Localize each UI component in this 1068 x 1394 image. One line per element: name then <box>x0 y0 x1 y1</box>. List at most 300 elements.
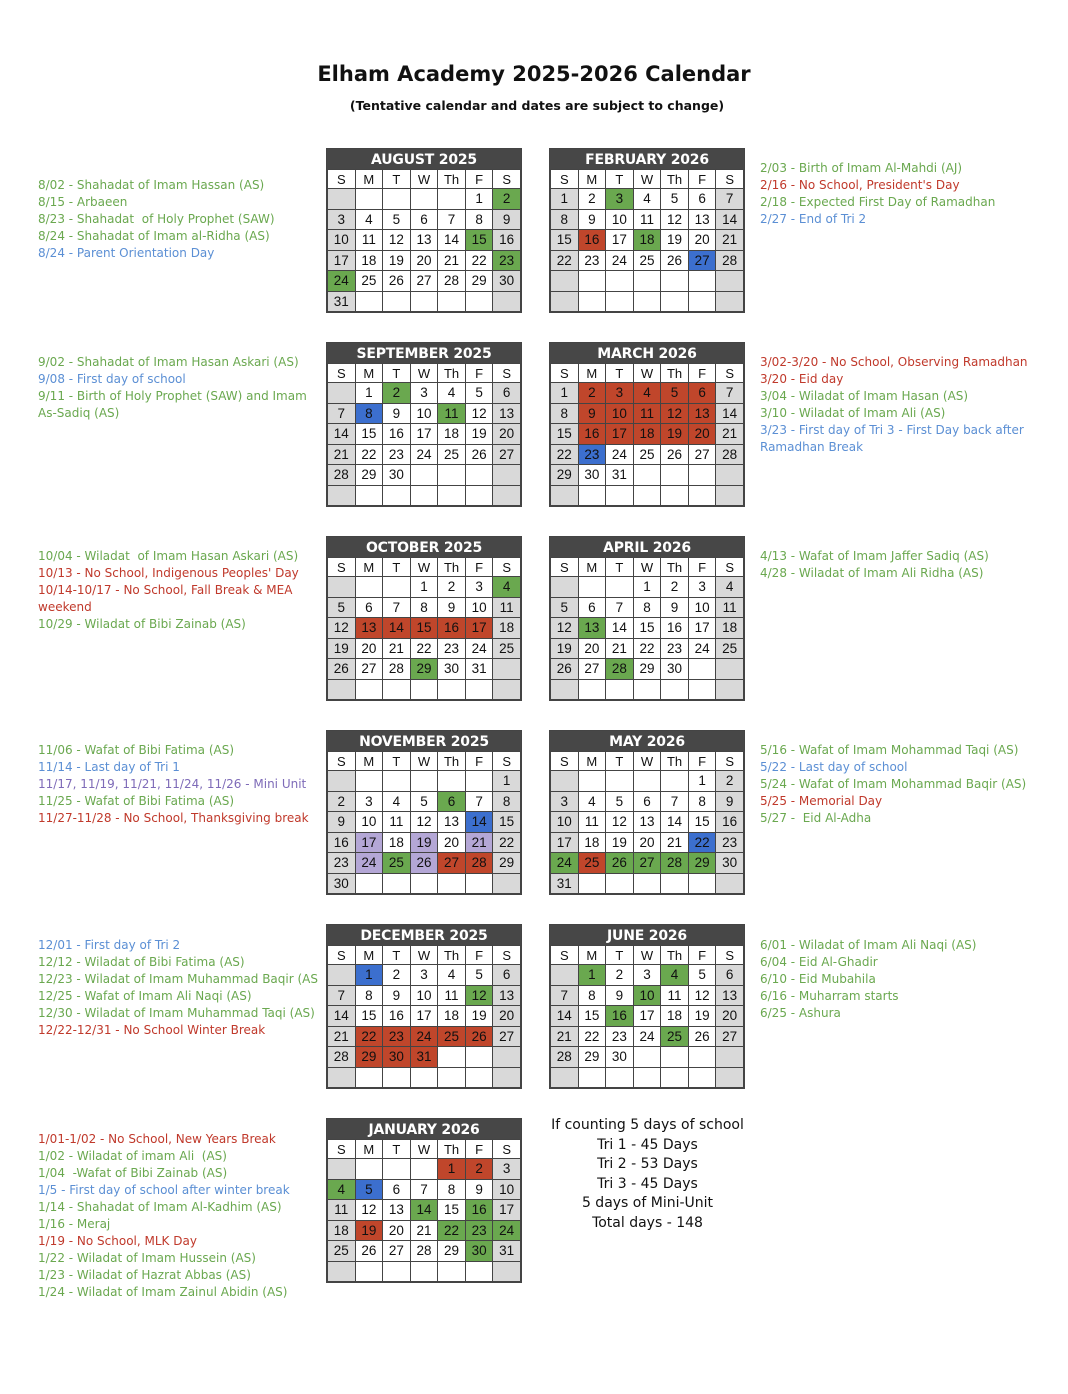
month-header: MAY 2026 <box>550 731 744 751</box>
day-cell: 24 <box>465 638 493 659</box>
day-cell <box>493 485 521 506</box>
day-cell: 17 <box>355 832 383 853</box>
day-cell: 8 <box>551 403 579 424</box>
weekday-header: T <box>383 558 411 577</box>
day-cell: 29 <box>355 465 383 486</box>
day-cell <box>661 291 689 312</box>
day-cell <box>578 873 606 894</box>
day-cell: 28 <box>410 1241 438 1262</box>
event-note: 11/25 - Wafat of Bibi Fatima (AS) <box>38 794 235 808</box>
day-cell <box>578 291 606 312</box>
notes-june <box>760 937 976 1022</box>
day-cell: 1 <box>465 189 493 210</box>
day-cell: 14 <box>716 403 744 424</box>
day-cell: 18 <box>328 1220 356 1241</box>
day-cell <box>551 577 579 598</box>
day-cell <box>661 485 689 506</box>
day-cell <box>383 1261 411 1282</box>
day-cell <box>328 1261 356 1282</box>
day-cell: 30 <box>606 1047 634 1068</box>
day-cell: 10 <box>355 812 383 833</box>
weekday-header: T <box>606 946 634 965</box>
day-cell <box>328 383 356 404</box>
day-cell: 28 <box>716 444 744 465</box>
day-cell: 10 <box>493 1179 521 1200</box>
day-cell: 27 <box>438 853 466 874</box>
day-cell <box>328 189 356 210</box>
month-header: OCTOBER 2025 <box>327 537 521 557</box>
day-cell <box>716 679 744 700</box>
day-cell <box>633 873 661 894</box>
weekday-header: M <box>355 946 383 965</box>
day-cell: 3 <box>465 577 493 598</box>
event-note: 1/5 - First day of school after winter break <box>38 1183 290 1197</box>
day-cell <box>661 271 689 292</box>
day-cell: 2 <box>716 771 744 792</box>
day-cell: 20 <box>688 230 716 251</box>
day-cell <box>493 679 521 700</box>
event-note: 9/11 - Birth of Holy Prophet (SAW) and Imam <box>38 389 307 403</box>
event-note: 12/25 - Wafat of Imam Ali Naqi (AS) <box>38 989 252 1003</box>
day-cell: 11 <box>716 597 744 618</box>
event-note: 12/01 - First day of Tri 2 <box>38 938 181 952</box>
day-cell: 18 <box>716 618 744 639</box>
day-cell <box>551 965 579 986</box>
day-cell: 10 <box>551 812 579 833</box>
day-cell: 17 <box>465 618 493 639</box>
day-cell: 9 <box>606 985 634 1006</box>
day-cell <box>355 1261 383 1282</box>
event-note: 4/28 - Wiladat of Imam Ali Ridha (AS) <box>760 566 984 580</box>
day-cell: 9 <box>578 209 606 230</box>
day-cell: 25 <box>438 444 466 465</box>
event-note: 1/22 - Wiladat of Imam Hussein (AS) <box>38 1251 256 1265</box>
day-cell <box>465 291 493 312</box>
day-cell: 30 <box>438 659 466 680</box>
day-cell: 25 <box>438 1026 466 1047</box>
day-cell: 20 <box>383 1220 411 1241</box>
day-cell: 28 <box>328 465 356 486</box>
day-cell <box>465 873 493 894</box>
weekday-header: Th <box>438 1140 466 1159</box>
day-cell: 11 <box>493 597 521 618</box>
day-cell <box>355 1159 383 1180</box>
day-cell <box>688 485 716 506</box>
day-cell: 31 <box>606 465 634 486</box>
event-note: Ramadhan Break <box>760 440 864 454</box>
day-cell <box>383 679 411 700</box>
day-cell <box>438 1261 466 1282</box>
day-cell: 23 <box>606 1026 634 1047</box>
event-note: 6/10 - Eid Mubahila <box>760 972 876 986</box>
event-note: 11/14 - Last day of Tri 1 <box>38 760 180 774</box>
weekday-header: T <box>383 170 411 189</box>
day-cell: 8 <box>551 209 579 230</box>
day-cell: 8 <box>465 209 493 230</box>
day-cell: 17 <box>410 1006 438 1027</box>
day-cell <box>383 189 411 210</box>
day-cell: 20 <box>355 638 383 659</box>
event-note: 11/27-11/28 - No School, Thanksgiving break <box>38 811 309 825</box>
day-cell: 4 <box>493 577 521 598</box>
day-cell: 27 <box>688 250 716 271</box>
day-cell: 11 <box>438 403 466 424</box>
day-cell: 14 <box>328 1006 356 1027</box>
day-cell: 3 <box>328 209 356 230</box>
day-cell <box>493 465 521 486</box>
month-header: JANUARY 2026 <box>327 1119 521 1139</box>
day-cell: 13 <box>410 230 438 251</box>
day-cell: 20 <box>716 1006 744 1027</box>
day-cell: 17 <box>688 618 716 639</box>
event-note: 1/16 - Meraj <box>38 1217 111 1231</box>
day-cell <box>410 485 438 506</box>
event-note: 5/22 - Last day of school <box>760 760 908 774</box>
calendar-september-2025 <box>326 342 522 507</box>
event-note: 5/16 - Wafat of Imam Mohammad Taqi (AS) <box>760 743 1019 757</box>
day-cell: 29 <box>410 659 438 680</box>
day-cell: 26 <box>465 1026 493 1047</box>
day-cell: 15 <box>410 618 438 639</box>
month-header: MARCH 2026 <box>550 343 744 363</box>
day-cell: 25 <box>328 1241 356 1262</box>
day-cell: 2 <box>578 383 606 404</box>
day-cell: 5 <box>465 383 493 404</box>
day-cell: 10 <box>606 403 634 424</box>
day-cell <box>383 873 411 894</box>
day-cell <box>383 291 411 312</box>
day-cell: 2 <box>438 577 466 598</box>
day-cell: 15 <box>551 230 579 251</box>
month-header: NOVEMBER 2025 <box>327 731 521 751</box>
day-cell: 20 <box>493 424 521 445</box>
day-cell: 13 <box>716 985 744 1006</box>
weekday-header: Th <box>661 170 689 189</box>
day-cell: 4 <box>716 577 744 598</box>
event-note: 8/02 - Shahadat of Imam Hassan (AS) <box>38 178 265 192</box>
day-cell: 16 <box>661 618 689 639</box>
weekday-header: M <box>578 170 606 189</box>
event-note: 3/23 - First day of Tri 3 - First Day back after <box>760 423 1024 437</box>
weekday-header: F <box>465 364 493 383</box>
day-cell: 21 <box>716 230 744 251</box>
weekday-header: F <box>465 1140 493 1159</box>
day-cell: 29 <box>578 1047 606 1068</box>
day-cell <box>438 189 466 210</box>
day-cell: 5 <box>661 383 689 404</box>
day-cell: 21 <box>606 638 634 659</box>
day-cell: 14 <box>383 618 411 639</box>
day-cell <box>438 679 466 700</box>
weekday-header: W <box>410 558 438 577</box>
day-cell: 9 <box>493 209 521 230</box>
weekday-header: W <box>410 946 438 965</box>
day-cell: 10 <box>465 597 493 618</box>
page-subtitle: (Tentative calendar and dates are subject to change) <box>349 98 725 113</box>
event-note: 6/01 - Wiladat of Imam Ali Naqi (AS) <box>760 938 977 952</box>
day-cell <box>328 679 356 700</box>
day-cell: 18 <box>438 424 466 445</box>
day-cell: 4 <box>438 965 466 986</box>
day-cell: 22 <box>551 250 579 271</box>
day-cell <box>438 485 466 506</box>
day-cell <box>465 485 493 506</box>
day-cell: 25 <box>383 853 411 874</box>
day-cell <box>355 679 383 700</box>
day-cell: 7 <box>716 383 744 404</box>
day-cell: 12 <box>551 618 579 639</box>
day-cell <box>578 271 606 292</box>
day-cell <box>465 771 493 792</box>
day-cell <box>633 291 661 312</box>
day-cell: 27 <box>716 1026 744 1047</box>
event-note: 12/23 - Wiladat of Imam Muhammad Baqir (AS <box>38 972 318 986</box>
day-cell: 13 <box>438 812 466 833</box>
day-cell: 10 <box>606 209 634 230</box>
weekday-header: S <box>716 558 744 577</box>
day-cell: 16 <box>465 1200 493 1221</box>
day-cell: 6 <box>688 189 716 210</box>
event-note: 3/10 - Wiladat of Imam Ali (AS) <box>760 406 946 420</box>
weekday-header: M <box>355 752 383 771</box>
day-cell <box>383 485 411 506</box>
day-cell: 20 <box>493 1006 521 1027</box>
day-cell: 18 <box>633 424 661 445</box>
day-cell: 6 <box>355 597 383 618</box>
weekday-header: Th <box>438 364 466 383</box>
day-cell: 22 <box>355 444 383 465</box>
day-cell: 2 <box>661 577 689 598</box>
day-cell: 12 <box>328 618 356 639</box>
day-cell <box>355 577 383 598</box>
month-header: DECEMBER 2025 <box>327 925 521 945</box>
day-cell <box>328 577 356 598</box>
day-cell: 26 <box>551 659 579 680</box>
day-cell: 25 <box>578 853 606 874</box>
event-note: 1/24 - Wiladat of Imam Zainul Abidin (AS) <box>38 1285 288 1299</box>
day-cell: 24 <box>355 853 383 874</box>
day-cell: 15 <box>355 424 383 445</box>
day-cell: 25 <box>661 1026 689 1047</box>
day-cell <box>716 465 744 486</box>
weekday-header: S <box>328 364 356 383</box>
weekday-header: S <box>551 364 579 383</box>
weekday-header: Th <box>438 752 466 771</box>
day-cell: 5 <box>606 791 634 812</box>
day-cell: 5 <box>688 965 716 986</box>
weekday-header: F <box>465 558 493 577</box>
day-cell: 3 <box>410 383 438 404</box>
weekday-header: M <box>355 1140 383 1159</box>
event-note: 10/14-10/17 - No School, Fall Break & MEA <box>38 583 293 597</box>
weekday-header: T <box>606 752 634 771</box>
day-cell: 8 <box>355 403 383 424</box>
day-cell: 18 <box>493 618 521 639</box>
day-cell: 19 <box>355 1220 383 1241</box>
notes-august <box>38 177 275 262</box>
day-cell: 19 <box>465 424 493 445</box>
event-note: 2/03 - Birth of Imam Al-Mahdi (AJ) <box>760 161 963 175</box>
day-cell <box>410 1261 438 1282</box>
day-cell: 19 <box>465 1006 493 1027</box>
weekday-header: W <box>633 170 661 189</box>
day-cell: 6 <box>438 791 466 812</box>
day-cell <box>383 577 411 598</box>
day-cell: 8 <box>493 791 521 812</box>
notes-december <box>38 937 318 1039</box>
day-cell: 31 <box>328 291 356 312</box>
day-cell: 24 <box>410 1026 438 1047</box>
day-cell: 19 <box>551 638 579 659</box>
summary-line: Tri 3 - 45 Days <box>597 1175 698 1192</box>
weekday-header: S <box>493 1140 521 1159</box>
day-cell <box>438 465 466 486</box>
day-cell <box>551 271 579 292</box>
summary-line: 5 days of Mini-Unit <box>581 1195 714 1211</box>
day-cell: 15 <box>355 1006 383 1027</box>
day-cell: 18 <box>355 250 383 271</box>
summary-line: Tri 2 - 53 Days <box>597 1156 698 1172</box>
day-cell: 26 <box>606 853 634 874</box>
day-cell: 17 <box>551 832 579 853</box>
weekday-header: S <box>493 170 521 189</box>
notes-january <box>38 1131 290 1301</box>
day-cell <box>716 873 744 894</box>
weekday-header: S <box>493 752 521 771</box>
day-cell: 11 <box>328 1200 356 1221</box>
day-cell: 29 <box>633 659 661 680</box>
day-cell: 21 <box>661 832 689 853</box>
day-cell: 8 <box>633 597 661 618</box>
calendar-november-2025 <box>326 730 522 895</box>
day-cell: 5 <box>551 597 579 618</box>
day-cell: 20 <box>633 832 661 853</box>
day-cell <box>716 659 744 680</box>
calendar-june-2026 <box>549 924 745 1089</box>
day-cell: 5 <box>355 1179 383 1200</box>
day-cell: 5 <box>661 189 689 210</box>
day-cell: 11 <box>633 403 661 424</box>
day-cell <box>578 1067 606 1088</box>
day-cell: 29 <box>438 1241 466 1262</box>
day-cell: 28 <box>383 659 411 680</box>
weekday-header: F <box>465 170 493 189</box>
event-note: 5/24 - Wafat of Imam Mohammad Baqir (AS) <box>760 777 1027 791</box>
event-note: 6/04 - Eid Al-Ghadir <box>760 955 878 969</box>
day-cell: 21 <box>551 1026 579 1047</box>
day-cell: 9 <box>383 985 411 1006</box>
event-note: 8/24 - Parent Orientation Day <box>38 246 215 260</box>
event-note: 6/16 - Muharram starts <box>760 989 899 1003</box>
day-cell: 8 <box>355 985 383 1006</box>
calendar-april-2026 <box>549 536 745 701</box>
day-cell <box>578 679 606 700</box>
notes-september <box>38 354 307 422</box>
day-cell <box>716 1067 744 1088</box>
weekday-header: W <box>633 946 661 965</box>
day-cell: 21 <box>438 250 466 271</box>
day-cell: 6 <box>633 791 661 812</box>
day-cell: 11 <box>383 812 411 833</box>
day-cell: 23 <box>438 638 466 659</box>
day-cell <box>493 1047 521 1068</box>
month-header: JUNE 2026 <box>550 925 744 945</box>
day-cell <box>383 1067 411 1088</box>
weekday-header: Th <box>438 946 466 965</box>
day-cell: 16 <box>578 424 606 445</box>
day-cell <box>493 659 521 680</box>
day-cell: 31 <box>465 659 493 680</box>
day-cell <box>465 1261 493 1282</box>
day-cell: 21 <box>383 638 411 659</box>
event-note: 2/16 - No School, President's Day <box>760 178 960 192</box>
day-cell: 24 <box>493 1220 521 1241</box>
event-note: 1/14 - Shahadat of Imam Al-Kadhim (AS) <box>38 1200 282 1214</box>
day-cell: 5 <box>383 209 411 230</box>
weekday-header: M <box>578 364 606 383</box>
weekday-header: T <box>606 558 634 577</box>
day-cell: 1 <box>551 189 579 210</box>
day-cell: 1 <box>633 577 661 598</box>
day-cell: 24 <box>688 638 716 659</box>
day-cell: 20 <box>438 832 466 853</box>
day-cell: 28 <box>438 271 466 292</box>
day-cell <box>328 771 356 792</box>
day-cell <box>410 679 438 700</box>
day-cell: 20 <box>410 250 438 271</box>
day-cell: 12 <box>465 985 493 1006</box>
day-cell <box>688 465 716 486</box>
weekday-header: M <box>355 558 383 577</box>
day-cell: 19 <box>688 1006 716 1027</box>
day-cell <box>355 873 383 894</box>
weekday-header: T <box>383 1140 411 1159</box>
day-cell: 8 <box>578 985 606 1006</box>
day-cell <box>688 1047 716 1068</box>
day-cell: 19 <box>606 832 634 853</box>
event-note: As-Sadiq (AS) <box>38 406 120 420</box>
day-cell: 3 <box>688 577 716 598</box>
day-cell: 3 <box>493 1159 521 1180</box>
day-cell: 16 <box>383 424 411 445</box>
day-cell: 25 <box>633 444 661 465</box>
day-cell: 5 <box>328 597 356 618</box>
day-cell <box>661 465 689 486</box>
day-cell: 24 <box>410 444 438 465</box>
day-cell <box>633 771 661 792</box>
day-cell <box>355 771 383 792</box>
event-note: 5/27 - Eid Al-Adha <box>760 811 872 825</box>
day-cell: 1 <box>355 965 383 986</box>
day-cell: 25 <box>633 250 661 271</box>
day-cell: 11 <box>661 985 689 1006</box>
calendar-january-2026 <box>326 1118 522 1283</box>
weekday-header: S <box>551 946 579 965</box>
weekday-header: F <box>688 946 716 965</box>
weekday-header: S <box>551 752 579 771</box>
day-cell <box>661 679 689 700</box>
day-cell: 26 <box>355 1241 383 1262</box>
month-header: AUGUST 2025 <box>327 149 521 169</box>
day-cell: 3 <box>606 383 634 404</box>
day-cell <box>355 189 383 210</box>
day-cell: 12 <box>465 403 493 424</box>
event-note: 11/06 - Wafat of Bibi Fatima (AS) <box>38 743 235 757</box>
day-cell: 6 <box>688 383 716 404</box>
day-cell: 23 <box>383 444 411 465</box>
weekday-header: F <box>465 752 493 771</box>
day-cell <box>410 465 438 486</box>
